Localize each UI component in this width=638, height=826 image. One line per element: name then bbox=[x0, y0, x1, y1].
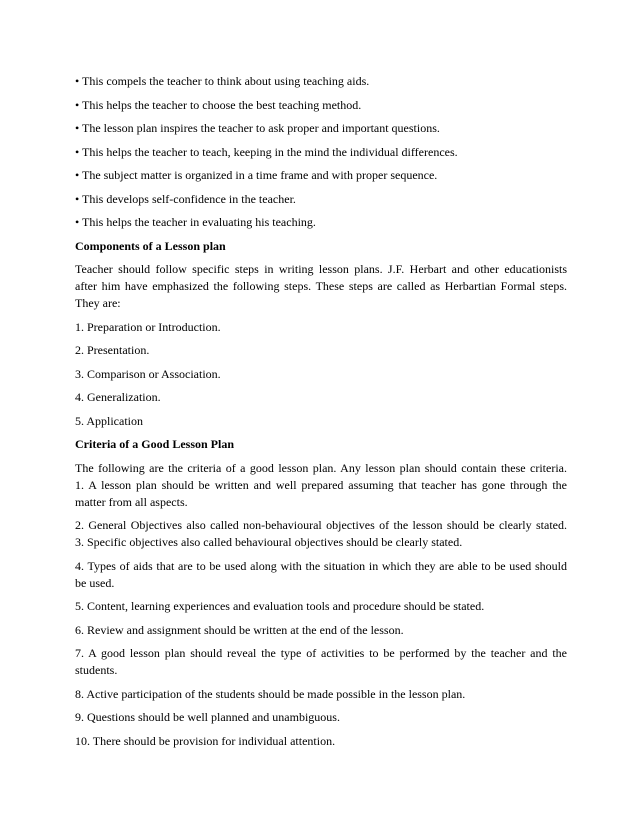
criteria-item-7 bbox=[75, 645, 567, 679]
step-item: 4. Generalization. bbox=[75, 390, 161, 404]
step-item: 2. Presentation. bbox=[75, 343, 150, 357]
bullet-item: • This helps the teacher to choose the best teaching method. bbox=[75, 97, 362, 112]
paragraph-line: matter from all aspects. bbox=[75, 494, 188, 509]
criteria-heading: Criteria of a Good Lesson Plan bbox=[75, 437, 234, 451]
paragraph-line: 3. Specific objectives also called behavioural objectives should be clearly stated. bbox=[75, 535, 463, 549]
paragraph-line: be used. bbox=[75, 575, 115, 590]
step-item: 5. Application bbox=[75, 413, 143, 428]
bullet-item: • This helps the teacher to teach, keeping in the mind the individual differences. bbox=[75, 144, 458, 159]
criteria-item-5: 5. Content, learning experiences and evaluation tools and procedure should be stated. bbox=[75, 599, 485, 613]
criteria-item-4 bbox=[75, 558, 567, 592]
step-item: 3. Comparison or Association. bbox=[75, 366, 221, 381]
components-intro-paragraph bbox=[75, 261, 567, 312]
paragraph-line: after him have emphasized the following steps. These steps are called as Herbartian Formal steps. bbox=[75, 279, 567, 293]
paragraph-line: They are: bbox=[75, 296, 121, 310]
criteria-item-8: 8. Active participation of the students should be made possible in the lesson plan. bbox=[75, 686, 466, 701]
bullet-item: • The subject matter is organized in a time frame and with proper sequence. bbox=[75, 168, 438, 182]
bullet-item: • This compels the teacher to think about using teaching aids. bbox=[75, 74, 370, 88]
criteria-item-9: 9. Questions should be well planned and unambiguous. bbox=[75, 710, 340, 724]
paragraph-line: students. bbox=[75, 663, 118, 677]
criteria-objectives-paragraph bbox=[75, 517, 567, 551]
components-heading: Components of a Lesson plan bbox=[75, 238, 226, 253]
bullet-item: • This helps the teacher in evaluating his teaching. bbox=[75, 215, 316, 229]
bullet-item: • The lesson plan inspires the teacher to ask proper and important questions. bbox=[75, 121, 440, 135]
criteria-intro-paragraph bbox=[75, 460, 567, 511]
document-page bbox=[75, 73, 567, 756]
paragraph-line: 2. General Objectives also called non-behavioural objectives of the lesson should be clearly stated. bbox=[75, 518, 567, 532]
paragraph-line: The following are the criteria of a good lesson plan. Any lesson plan should contain these criteria. bbox=[75, 460, 567, 475]
bullet-item: • This develops self-confidence in the teacher. bbox=[75, 191, 296, 206]
paragraph-line: 7. A good lesson plan should reveal the type of activities to be performed by the teacher and the bbox=[75, 646, 567, 660]
paragraph-line: Teacher should follow specific steps in writing lesson plans. J.F. Herbart and other educationists bbox=[75, 262, 567, 276]
paragraph-line: 4. Types of aids that are to be used along with the situation in which they are able to be used should bbox=[75, 558, 567, 573]
criteria-item-6: 6. Review and assignment should be written at the end of the lesson. bbox=[75, 622, 404, 637]
criteria-item-10: 10. There should be provision for individual attention. bbox=[75, 733, 336, 748]
paragraph-line: 1. A lesson plan should be written and well prepared assuming that teacher has gone through the bbox=[75, 477, 567, 492]
step-item: 1. Preparation or Introduction. bbox=[75, 319, 221, 334]
